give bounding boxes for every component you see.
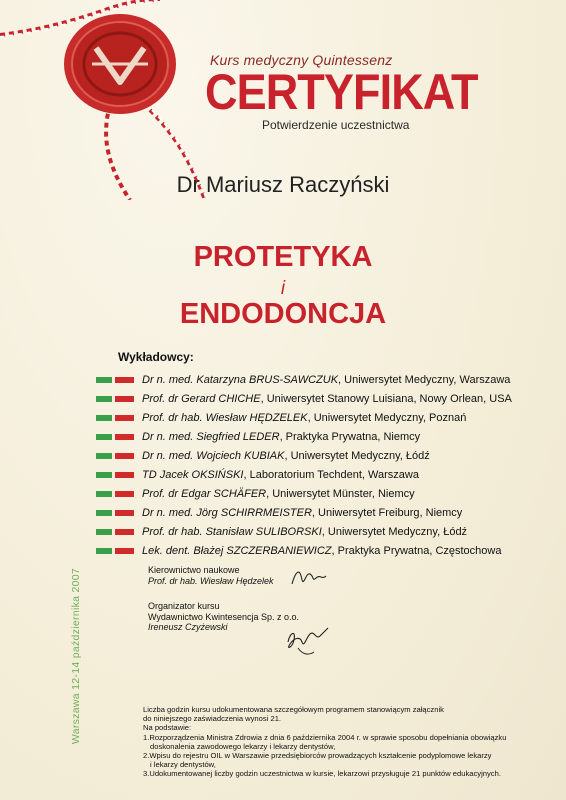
lecturers-list [96, 370, 556, 560]
lecturer-row: Prof. dr hab. Wiesław HĘDZELEK, Uniwersytet Medyczny, Poznań [96, 408, 556, 427]
bullet-bar-icon [96, 453, 134, 459]
organizer-block [148, 601, 299, 633]
scientific-direction-label: Kierownictwo naukowe [148, 565, 240, 575]
topic-conjunction: i [280, 278, 286, 299]
scientific-direction [148, 565, 273, 587]
footer-legal-notes [143, 705, 558, 779]
footer-item: 1.Rozporządzenia Ministra Zdrowia z dnia 6 października 2004 r. w sprawie sposobu dopełniania obowiązku [143, 732, 507, 742]
organizer-company: Wydawnictwo Kwintesencja Sp. z o.o. [148, 611, 299, 622]
scientific-director-name: Prof. dr hab. Wiesław Hędzelek [148, 576, 274, 586]
footer-item: 3.Udokumentowanej liczby godzin uczestnictwa w kursie, lekarzowi przysługuje 21 punktów edukacyjnych. [143, 769, 501, 779]
footer-line: Liczba godzin kursu udokumentowana szczegółowym programem stanowiącym załącznik [143, 705, 444, 714]
lecturer-row: Lek. dent. Błażej SZCZERBANIEWICZ, Praktyka Prywatna, Częstochowa [96, 541, 556, 560]
footer-item-continuation: i lekarzy dentystów, [150, 760, 216, 770]
bullet-bar-icon [96, 472, 134, 478]
organizer-name: Ireneusz Czyżewski [148, 622, 228, 632]
bullet-bar-icon [96, 510, 134, 516]
organizer-label: Organizator kursu [148, 601, 220, 611]
signature-scientific-director [290, 566, 330, 588]
bullet-bar-icon [96, 396, 134, 402]
signature-organizer [280, 622, 332, 658]
footer-item: 2.Wpisu do rejestru OIL w Warszawie przedsiębiorców prowadzących kształcenie podyplomowe lekarzy [143, 751, 492, 761]
lecturer-row: TD Jacek OKSIŃSKI, Laboratorium Techdent, Warszawa [96, 465, 556, 484]
lecturer-row: Dr n. med. Katarzyna BRUS-SAWCZUK, Uniwersytet Medyczny, Warszawa [96, 370, 556, 389]
wax-seal-logo [0, 0, 230, 200]
lecturer-row: Prof. dr Edgar SCHÄFER, Uniwersytet Münster, Niemcy [96, 484, 556, 503]
bullet-bar-icon [96, 415, 134, 421]
lecturer-row: Prof. dr Gerard CHICHE, Uniwersytet Stanowy Luisiana, Nowy Orlean, USA [96, 389, 556, 408]
place-date-vertical: Warszawa 12-14 października 2007 [70, 567, 82, 745]
bullet-bar-icon [96, 434, 134, 440]
recipient-name: Dr Mariusz Raczyński [176, 172, 390, 197]
lecturer-row: Dr n. med. Siegfried LEDER, Praktyka Prywatna, Niemcy [96, 427, 556, 446]
bullet-bar-icon [96, 548, 134, 554]
topic-line-2: ENDODONCJA [179, 298, 387, 330]
lecturer-row: Dr n. med. Jörg SCHIRRMEISTER, Uniwersytet Freiburg, Niemcy [96, 503, 556, 522]
certificate-subtitle: Potwierdzenie uczestnictwa [262, 118, 410, 132]
certificate-title: CERTYFIKAT [205, 64, 478, 120]
footer-item-continuation: doskonalenia zawodowego lekarzy i lekarzy dentystów, [150, 741, 336, 751]
course-line: Kurs medyczny Quintessenz [210, 52, 393, 68]
footer-line: do niniejszego zaświadczenia wynosi 21. [143, 714, 282, 724]
lecturer-row: Dr n. med. Wojciech KUBIAK, Uniwersytet Medyczny, Łódź [96, 446, 556, 465]
lecturers-heading: Wykładowcy: [118, 350, 194, 364]
lecturer-row: Prof. dr hab. Stanisław SULIBORSKI, Uniwersytet Medyczny, Łódź [96, 522, 556, 541]
bullet-bar-icon [96, 529, 134, 535]
footer-line: Na podstawie: [143, 723, 192, 733]
bullet-bar-icon [96, 377, 134, 383]
bullet-bar-icon [96, 491, 134, 497]
topic-line-1: PROTETYKA [193, 241, 373, 273]
